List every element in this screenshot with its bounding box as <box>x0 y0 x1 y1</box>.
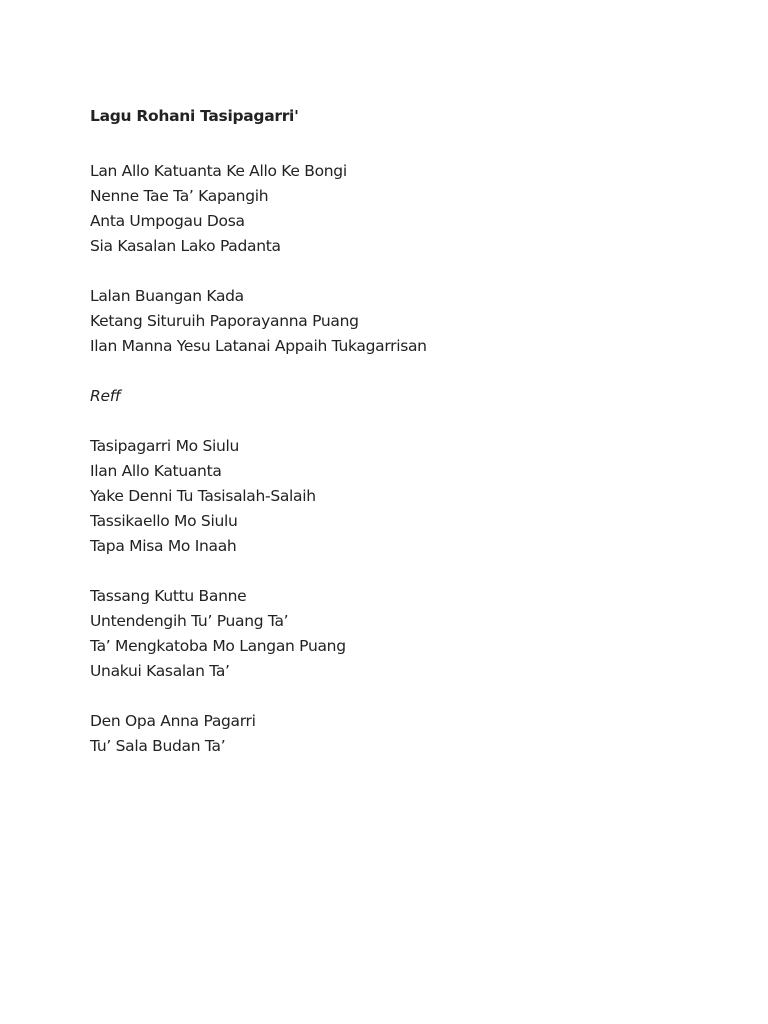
lyric-line: Ilan Manna Yesu Latanai Appaih Tukagarrisan <box>90 337 427 355</box>
reff-stanza-2 <box>90 584 730 684</box>
lyric-line: Sia Kasalan Lako Padanta <box>90 237 281 255</box>
lyric-line: Lan Allo Katuanta Ke Allo Ke Bongi <box>90 162 347 180</box>
lyric-line: Tassang Kuttu Banne <box>90 587 247 605</box>
lyric-line: Ketang Situruih Paporayanna Puang <box>90 312 359 330</box>
lyric-line: Tassikaello Mo Siulu <box>90 512 238 530</box>
lyric-line: Tasipagarri Mo Siulu <box>90 437 240 455</box>
lyric-line: Untendengih Tu’ Puang Ta’ <box>90 612 289 630</box>
lyric-line: Lalan Buangan Kada <box>90 287 244 305</box>
lyric-line: Anta Umpogau Dosa <box>90 212 245 230</box>
lyric-line: Ta’ Mengkatoba Mo Langan Puang <box>90 637 346 655</box>
stanza-2 <box>90 284 730 359</box>
song-title: Lagu Rohani Tasipagarri' <box>90 107 299 125</box>
lyric-line: Yake Denni Tu Tasisalah-Salaih <box>90 487 316 505</box>
lyric-line: Tapa Misa Mo Inaah <box>90 537 237 555</box>
lyric-line: Ilan Allo Katuanta <box>90 462 222 480</box>
reff-stanza-1 <box>90 434 730 559</box>
stanza-1 <box>90 159 730 259</box>
lyric-line: Unakui Kasalan Ta’ <box>90 662 230 680</box>
lyric-line: Tu’ Sala Budan Ta’ <box>90 737 226 755</box>
lyric-line: Nenne Tae Ta’ Kapangih <box>90 187 269 205</box>
lyrics-content <box>90 104 730 784</box>
reff-stanza-3 <box>90 709 730 759</box>
reff-label: Reff <box>90 387 121 405</box>
lyric-line: Den Opa Anna Pagarri <box>90 712 256 730</box>
